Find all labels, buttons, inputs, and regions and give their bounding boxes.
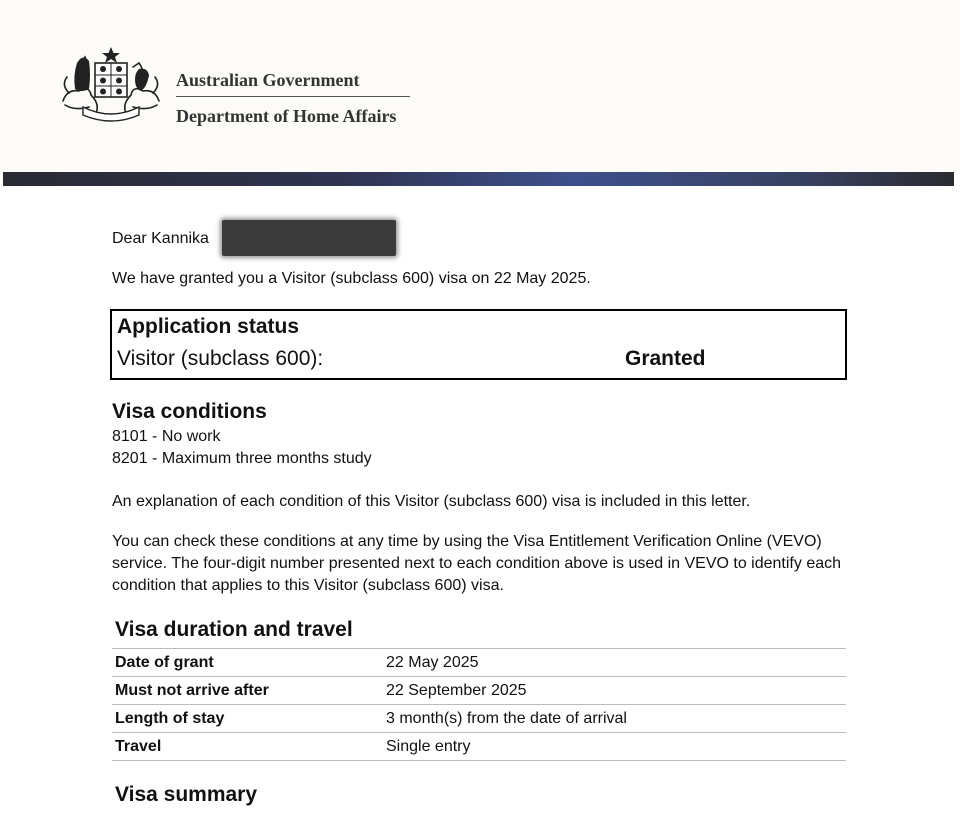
visa-conditions-title: Visa conditions <box>112 400 267 423</box>
vevo-paragraph: You can check these conditions at any time by using the Visa Entitlement Verification Online (VEVO) service. The four-digit number presented next to each condition above is used in VEVO to identify each condition that applies to this Visitor (subclass 600) visa. <box>112 533 842 594</box>
status-value: Granted <box>625 347 706 370</box>
conditions-explanation: An explanation of each condition of this Visitor (subclass 600) visa is included in this letter. <box>112 493 751 510</box>
application-status-box <box>110 309 847 380</box>
greeting: Dear Kannika <box>112 230 209 247</box>
grant-statement: We have granted you a Visitor (subclass 600) visa on 22 May 2025. <box>112 270 591 287</box>
visa-duration-title: Visa duration and travel <box>115 618 353 641</box>
row-value: 3 month(s) from the date of arrival <box>383 705 846 733</box>
row-value: 22 May 2025 <box>383 649 846 677</box>
row-key: Must not arrive after <box>112 677 383 705</box>
row-key: Travel <box>112 733 383 761</box>
table-row <box>112 705 846 733</box>
redacted-surname <box>222 220 396 256</box>
row-key: Date of grant <box>112 649 383 677</box>
row-value: Single entry <box>383 733 846 761</box>
header-band <box>3 172 954 186</box>
table-row <box>112 677 846 705</box>
visa-type-label: Visitor (subclass 600): <box>117 347 324 370</box>
visa-duration-table <box>112 648 846 761</box>
visa-summary-title: Visa summary <box>115 783 258 806</box>
application-status-title: Application status <box>117 315 300 338</box>
letterhead <box>0 0 960 172</box>
conditions-list <box>112 426 372 470</box>
coat-of-arms-icon <box>55 45 167 127</box>
department-name: Department of Home Affairs <box>176 106 397 126</box>
condition-item: 8201 - Maximum three months study <box>112 450 372 467</box>
row-key: Length of stay <box>112 705 383 733</box>
row-value: 22 September 2025 <box>383 677 846 705</box>
header-divider <box>176 96 410 97</box>
table-row <box>112 649 846 677</box>
table-row <box>112 733 846 761</box>
government-name: Australian Government <box>176 70 360 90</box>
condition-item: 8101 - No work <box>112 428 221 445</box>
